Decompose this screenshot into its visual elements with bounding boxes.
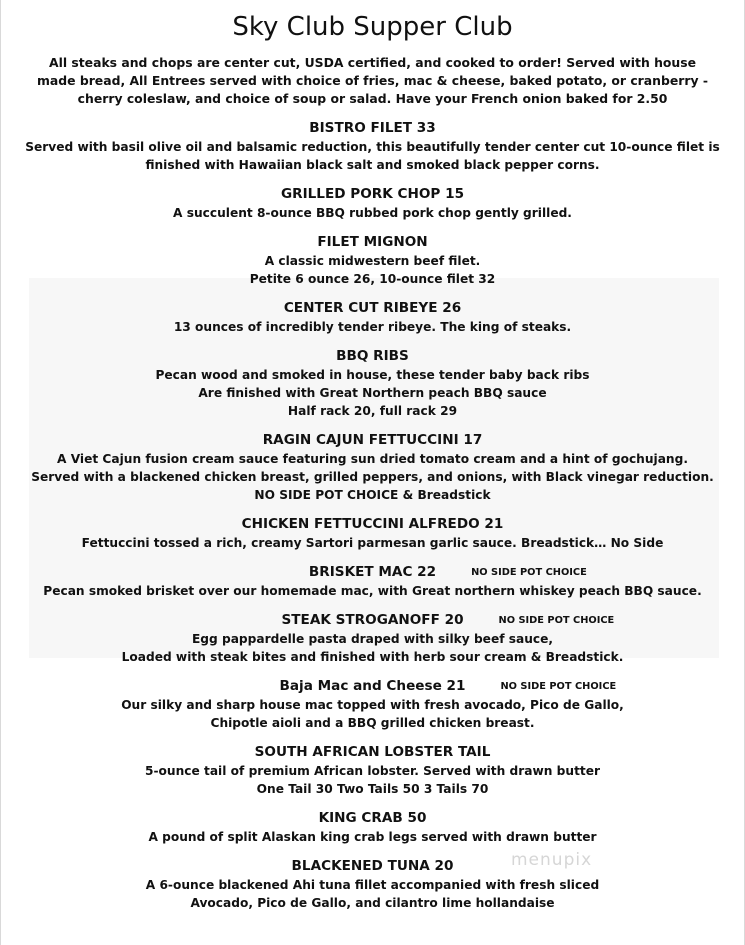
menu-item — [1, 513, 744, 552]
menu-item-name: BRISKET MAC 22 NO SIDE POT CHOICE — [308, 564, 587, 580]
menu-item — [1, 231, 744, 288]
menu-title: Sky Club Supper Club — [232, 12, 513, 42]
menu-item-description: One Tail 30 Two Tails 50 3 Tails 70 — [256, 782, 489, 796]
menu-item — [1, 429, 744, 504]
menu-item-name: FILET MIGNON — [317, 234, 428, 250]
menu-item — [1, 609, 744, 666]
menu-item-description: Loaded with steak bites and finished with herb sour cream & Breadstick. — [121, 650, 624, 664]
menu-item-description: 5-ounce tail of premium African lobster. Served with drawn butter — [145, 764, 600, 778]
menu-item-name: Baja Mac and Cheese 21 NO SIDE POT CHOICE — [279, 678, 617, 694]
menu-item — [1, 741, 744, 798]
no-side-tag: NO SIDE POT CHOICE — [498, 615, 615, 626]
no-side-tag: NO SIDE POT CHOICE — [471, 567, 587, 578]
menu-item-name: STEAK STROGANOFF 20 NO SIDE POT CHOICE — [281, 612, 615, 628]
menu-item-name: RAGIN CAJUN FETTUCCINI 17 — [262, 432, 483, 448]
menu-item-description: Avocado, Pico de Gallo, and cilantro lime hollandaise — [190, 896, 555, 910]
menu-item-description: A pound of split Alaskan king crab legs served with drawn butter — [148, 830, 597, 844]
menu-item-description: 13 ounces of incredibly tender ribeye. The king of steaks. — [173, 320, 572, 334]
menu-item-description: A Viet Cajun fusion cream sauce featuring sun dried tomato cream and a hint of gochujang. — [57, 452, 688, 466]
menu-item — [1, 345, 744, 420]
menu-item-name: BLACKENED TUNA 20 — [291, 858, 454, 874]
no-side-tag: NO SIDE POT CHOICE — [500, 681, 617, 692]
menu-item-name: CHICKEN FETTUCCINI ALFREDO 21 — [241, 516, 504, 532]
menu-item-name: SOUTH AFRICAN LOBSTER TAIL — [254, 744, 491, 760]
menu-item-name: BBQ RIBS — [336, 348, 409, 364]
menu-item-description: Chipotle aioli and a BBQ grilled chicken breast. — [210, 716, 535, 730]
menu-item-name: BISTRO FILET 33 — [309, 120, 436, 136]
menu-item-description: Served with basil olive oil and balsamic reduction, this beautifully tender center cut 10-ounce filet is finished with Hawaiian black salt and smoked black pepper corns. — [25, 140, 720, 172]
menu-item-name: GRILLED PORK CHOP 15 — [280, 186, 465, 202]
menu-intro: All steaks and chops are center cut, USDA certified, and cooked to order! Served with house made bread, All Entrees served with choice of fries, mac & cheese, baked potato, or cranberry - cherry coleslaw, and choice of soup or salad. Have your French onion baked for 2.50 — [36, 55, 709, 106]
menu-item-description: Pecan wood and smoked in house, these tender baby back ribs — [155, 368, 590, 382]
menu-item-description: Egg pappardelle pasta draped with silky beef sauce, — [191, 632, 554, 646]
menu-item-name: CENTER CUT RIBEYE 26 — [283, 300, 462, 316]
watermark: menupix — [511, 850, 593, 870]
menu-item-description: A succulent 8-ounce BBQ rubbed pork chop gently grilled. — [173, 206, 572, 220]
menu-content — [1, 0, 744, 912]
menu-item-description: Our silky and sharp house mac topped with fresh avocado, Pico de Gallo, — [121, 698, 624, 712]
menu-item — [1, 675, 744, 732]
menu-item-description: A classic midwestern beef filet. — [264, 254, 481, 268]
menu-item — [1, 183, 744, 222]
menu-item-description: Fettuccini tossed a rich, creamy Sartori parmesan garlic sauce. Breadstick… No Side — [81, 536, 664, 550]
menu-item-description: Petite 6 ounce 26, 10-ounce filet 32 — [249, 272, 496, 286]
menu-item — [1, 855, 744, 912]
menu-item-name: KING CRAB 50 — [318, 810, 427, 826]
menu-item — [1, 561, 744, 600]
menu-item — [1, 297, 744, 336]
menu-item — [1, 807, 744, 846]
menu-item-description: Half rack 20, full rack 29 — [287, 404, 458, 418]
menu-item-description: Pecan smoked brisket over our homemade mac, with Great northern whiskey peach BBQ sauce. — [43, 584, 702, 598]
menu-item-description: A 6-ounce blackened Ahi tuna fillet accompanied with fresh sliced — [145, 878, 600, 892]
menu-item-description: Served with a blackened chicken breast, grilled peppers, and onions, with Black vinegar reduction. NO SIDE POT CHOICE & Breadstick — [31, 470, 714, 502]
menu-item-description: Are finished with Great Northern peach BBQ sauce — [198, 386, 547, 400]
menu-item — [1, 117, 744, 174]
menu-items — [1, 117, 744, 912]
